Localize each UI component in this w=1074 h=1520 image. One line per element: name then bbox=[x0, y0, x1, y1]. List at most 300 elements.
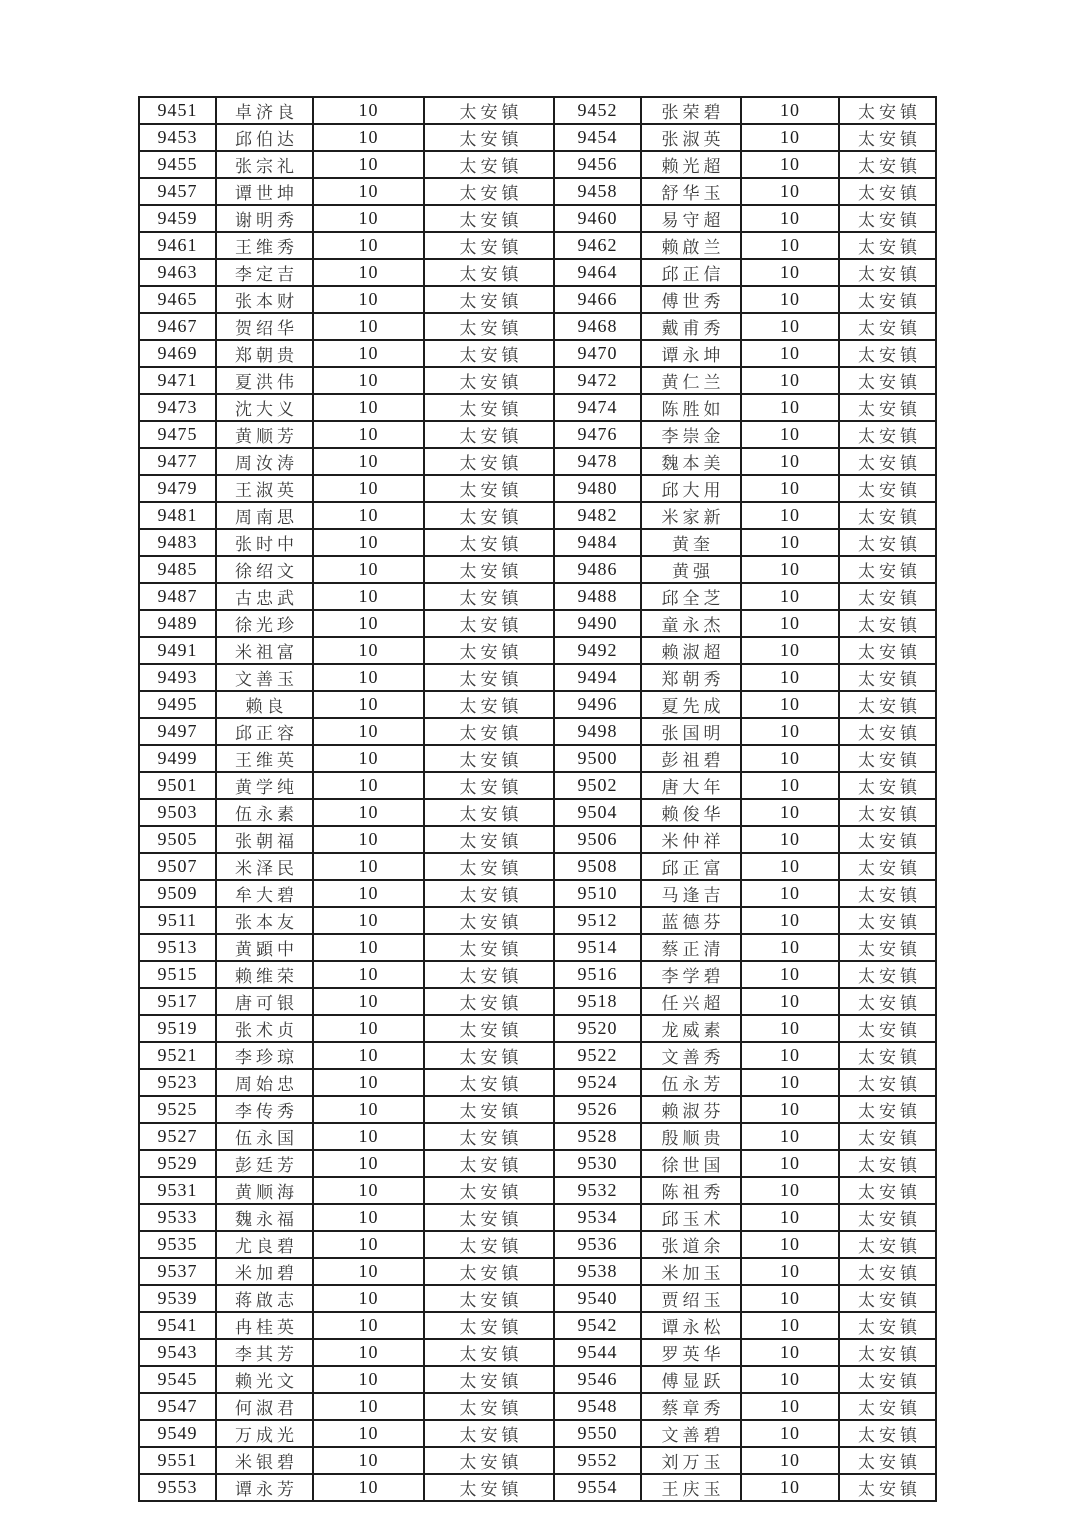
serial-cell: 9468 bbox=[554, 313, 641, 340]
town-cell: 太安镇 bbox=[424, 556, 554, 583]
town-cell: 太安镇 bbox=[839, 1420, 936, 1447]
serial-cell: 9540 bbox=[554, 1285, 641, 1312]
serial-cell: 9522 bbox=[554, 1042, 641, 1069]
name-cell: 黄顕中 bbox=[216, 934, 313, 961]
town-cell: 太安镇 bbox=[424, 610, 554, 637]
table-row bbox=[139, 1447, 936, 1474]
town-cell: 太安镇 bbox=[839, 718, 936, 745]
town-cell: 太安镇 bbox=[839, 664, 936, 691]
amount-cell: 10 bbox=[741, 475, 839, 502]
amount-cell: 10 bbox=[741, 1420, 839, 1447]
name-cell: 魏本美 bbox=[641, 448, 741, 475]
town-cell: 太安镇 bbox=[424, 1447, 554, 1474]
amount-cell: 10 bbox=[313, 1285, 424, 1312]
serial-cell: 9484 bbox=[554, 529, 641, 556]
table-row bbox=[139, 826, 936, 853]
amount-cell: 10 bbox=[313, 1069, 424, 1096]
amount-cell: 10 bbox=[313, 1366, 424, 1393]
serial-cell: 9469 bbox=[139, 340, 216, 367]
table-row bbox=[139, 232, 936, 259]
amount-cell: 10 bbox=[741, 502, 839, 529]
serial-cell: 9489 bbox=[139, 610, 216, 637]
serial-cell: 9553 bbox=[139, 1474, 216, 1501]
table-row bbox=[139, 1231, 936, 1258]
serial-cell: 9514 bbox=[554, 934, 641, 961]
amount-cell: 10 bbox=[741, 907, 839, 934]
serial-cell: 9462 bbox=[554, 232, 641, 259]
serial-cell: 9545 bbox=[139, 1366, 216, 1393]
amount-cell: 10 bbox=[741, 691, 839, 718]
amount-cell: 10 bbox=[741, 259, 839, 286]
serial-cell: 9509 bbox=[139, 880, 216, 907]
serial-cell: 9528 bbox=[554, 1123, 641, 1150]
town-cell: 太安镇 bbox=[839, 529, 936, 556]
name-cell: 赖维荣 bbox=[216, 961, 313, 988]
town-cell: 太安镇 bbox=[839, 1042, 936, 1069]
amount-cell: 10 bbox=[313, 475, 424, 502]
town-cell: 太安镇 bbox=[424, 205, 554, 232]
town-cell: 太安镇 bbox=[839, 259, 936, 286]
amount-cell: 10 bbox=[313, 664, 424, 691]
serial-cell: 9538 bbox=[554, 1258, 641, 1285]
amount-cell: 10 bbox=[313, 286, 424, 313]
serial-cell: 9498 bbox=[554, 718, 641, 745]
amount-cell: 10 bbox=[313, 421, 424, 448]
town-cell: 太安镇 bbox=[839, 988, 936, 1015]
table-row bbox=[139, 691, 936, 718]
table-row bbox=[139, 1015, 936, 1042]
amount-cell: 10 bbox=[741, 934, 839, 961]
amount-cell: 10 bbox=[741, 772, 839, 799]
serial-cell: 9502 bbox=[554, 772, 641, 799]
serial-cell: 9549 bbox=[139, 1420, 216, 1447]
name-cell: 黄学纯 bbox=[216, 772, 313, 799]
amount-cell: 10 bbox=[741, 583, 839, 610]
town-cell: 太安镇 bbox=[424, 907, 554, 934]
town-cell: 太安镇 bbox=[424, 988, 554, 1015]
amount-cell: 10 bbox=[313, 637, 424, 664]
amount-cell: 10 bbox=[741, 637, 839, 664]
name-cell: 邱全芝 bbox=[641, 583, 741, 610]
name-cell: 邱正信 bbox=[641, 259, 741, 286]
table-row bbox=[139, 1285, 936, 1312]
town-cell: 太安镇 bbox=[424, 1366, 554, 1393]
town-cell: 太安镇 bbox=[424, 1231, 554, 1258]
town-cell: 太安镇 bbox=[839, 205, 936, 232]
amount-cell: 10 bbox=[313, 394, 424, 421]
name-cell: 张术贞 bbox=[216, 1015, 313, 1042]
town-cell: 太安镇 bbox=[424, 367, 554, 394]
town-cell: 太安镇 bbox=[424, 124, 554, 151]
town-cell: 太安镇 bbox=[424, 1150, 554, 1177]
serial-cell: 9455 bbox=[139, 151, 216, 178]
amount-cell: 10 bbox=[741, 1285, 839, 1312]
town-cell: 太安镇 bbox=[424, 718, 554, 745]
amount-cell: 10 bbox=[313, 340, 424, 367]
table-row bbox=[139, 583, 936, 610]
serial-cell: 9515 bbox=[139, 961, 216, 988]
serial-cell: 9542 bbox=[554, 1312, 641, 1339]
town-cell: 太安镇 bbox=[839, 961, 936, 988]
amount-cell: 10 bbox=[313, 826, 424, 853]
table-row bbox=[139, 394, 936, 421]
name-cell: 殷顺贵 bbox=[641, 1123, 741, 1150]
amount-cell: 10 bbox=[741, 718, 839, 745]
name-cell: 舒华玉 bbox=[641, 178, 741, 205]
name-cell: 牟大碧 bbox=[216, 880, 313, 907]
town-cell: 太安镇 bbox=[839, 853, 936, 880]
name-cell: 任兴超 bbox=[641, 988, 741, 1015]
name-cell: 张时中 bbox=[216, 529, 313, 556]
town-cell: 太安镇 bbox=[424, 1204, 554, 1231]
table-row bbox=[139, 1339, 936, 1366]
town-cell: 太安镇 bbox=[839, 826, 936, 853]
table-row bbox=[139, 1042, 936, 1069]
town-cell: 太安镇 bbox=[839, 772, 936, 799]
amount-cell: 10 bbox=[313, 799, 424, 826]
table-row bbox=[139, 718, 936, 745]
serial-cell: 9541 bbox=[139, 1312, 216, 1339]
amount-cell: 10 bbox=[741, 988, 839, 1015]
name-cell: 戴甫秀 bbox=[641, 313, 741, 340]
serial-cell: 9474 bbox=[554, 394, 641, 421]
serial-cell: 9486 bbox=[554, 556, 641, 583]
table-row bbox=[139, 1258, 936, 1285]
amount-cell: 10 bbox=[741, 313, 839, 340]
serial-cell: 9518 bbox=[554, 988, 641, 1015]
amount-cell: 10 bbox=[313, 1177, 424, 1204]
table-row bbox=[139, 1393, 936, 1420]
serial-cell: 9480 bbox=[554, 475, 641, 502]
town-cell: 太安镇 bbox=[839, 556, 936, 583]
name-cell: 黄顺芳 bbox=[216, 421, 313, 448]
name-cell: 赖光超 bbox=[641, 151, 741, 178]
serial-cell: 9546 bbox=[554, 1366, 641, 1393]
serial-cell: 9460 bbox=[554, 205, 641, 232]
serial-cell: 9463 bbox=[139, 259, 216, 286]
table-row bbox=[139, 124, 936, 151]
serial-cell: 9516 bbox=[554, 961, 641, 988]
town-cell: 太安镇 bbox=[839, 151, 936, 178]
amount-cell: 10 bbox=[741, 664, 839, 691]
serial-cell: 9466 bbox=[554, 286, 641, 313]
town-cell: 太安镇 bbox=[839, 502, 936, 529]
town-cell: 太安镇 bbox=[839, 1096, 936, 1123]
serial-cell: 9552 bbox=[554, 1447, 641, 1474]
table-row bbox=[139, 1312, 936, 1339]
name-cell: 邱玉术 bbox=[641, 1204, 741, 1231]
town-cell: 太安镇 bbox=[839, 178, 936, 205]
serial-cell: 9458 bbox=[554, 178, 641, 205]
serial-cell: 9493 bbox=[139, 664, 216, 691]
table-row bbox=[139, 1177, 936, 1204]
amount-cell: 10 bbox=[313, 961, 424, 988]
name-cell: 魏永福 bbox=[216, 1204, 313, 1231]
amount-cell: 10 bbox=[313, 1312, 424, 1339]
serial-cell: 9551 bbox=[139, 1447, 216, 1474]
serial-cell: 9465 bbox=[139, 286, 216, 313]
town-cell: 太安镇 bbox=[839, 1204, 936, 1231]
table-row bbox=[139, 799, 936, 826]
serial-cell: 9554 bbox=[554, 1474, 641, 1501]
amount-cell: 10 bbox=[313, 988, 424, 1015]
name-cell: 米仲祥 bbox=[641, 826, 741, 853]
town-cell: 太安镇 bbox=[839, 232, 936, 259]
serial-cell: 9497 bbox=[139, 718, 216, 745]
town-cell: 太安镇 bbox=[839, 1447, 936, 1474]
name-cell: 蔡章秀 bbox=[641, 1393, 741, 1420]
name-cell: 罗英华 bbox=[641, 1339, 741, 1366]
serial-cell: 9470 bbox=[554, 340, 641, 367]
name-cell: 古忠武 bbox=[216, 583, 313, 610]
name-cell: 卓济良 bbox=[216, 97, 313, 124]
table-row bbox=[139, 664, 936, 691]
serial-cell: 9539 bbox=[139, 1285, 216, 1312]
name-cell: 夏先成 bbox=[641, 691, 741, 718]
serial-cell: 9501 bbox=[139, 772, 216, 799]
amount-cell: 10 bbox=[313, 691, 424, 718]
serial-cell: 9467 bbox=[139, 313, 216, 340]
town-cell: 太安镇 bbox=[839, 340, 936, 367]
table-row bbox=[139, 475, 936, 502]
table-row bbox=[139, 907, 936, 934]
amount-cell: 10 bbox=[741, 1393, 839, 1420]
serial-cell: 9519 bbox=[139, 1015, 216, 1042]
amount-cell: 10 bbox=[313, 907, 424, 934]
town-cell: 太安镇 bbox=[839, 367, 936, 394]
name-cell: 谭世坤 bbox=[216, 178, 313, 205]
name-cell: 张淑英 bbox=[641, 124, 741, 151]
name-cell: 李定吉 bbox=[216, 259, 313, 286]
town-cell: 太安镇 bbox=[424, 880, 554, 907]
town-cell: 太安镇 bbox=[839, 610, 936, 637]
town-cell: 太安镇 bbox=[839, 907, 936, 934]
serial-cell: 9533 bbox=[139, 1204, 216, 1231]
serial-cell: 9534 bbox=[554, 1204, 641, 1231]
name-cell: 周南思 bbox=[216, 502, 313, 529]
name-cell: 赖淑芬 bbox=[641, 1096, 741, 1123]
table-row bbox=[139, 1366, 936, 1393]
table-row bbox=[139, 637, 936, 664]
name-cell: 邱正富 bbox=[641, 853, 741, 880]
serial-cell: 9523 bbox=[139, 1069, 216, 1096]
name-cell: 彭祖碧 bbox=[641, 745, 741, 772]
name-cell: 文善碧 bbox=[641, 1420, 741, 1447]
serial-cell: 9456 bbox=[554, 151, 641, 178]
serial-cell: 9495 bbox=[139, 691, 216, 718]
amount-cell: 10 bbox=[741, 394, 839, 421]
name-cell: 唐大年 bbox=[641, 772, 741, 799]
town-cell: 太安镇 bbox=[839, 1123, 936, 1150]
amount-cell: 10 bbox=[741, 340, 839, 367]
town-cell: 太安镇 bbox=[424, 1042, 554, 1069]
amount-cell: 10 bbox=[741, 556, 839, 583]
name-cell: 周始忠 bbox=[216, 1069, 313, 1096]
name-cell: 谢明秀 bbox=[216, 205, 313, 232]
name-cell: 蒋啟志 bbox=[216, 1285, 313, 1312]
town-cell: 太安镇 bbox=[424, 1015, 554, 1042]
amount-cell: 10 bbox=[313, 124, 424, 151]
serial-cell: 9547 bbox=[139, 1393, 216, 1420]
name-cell: 赖良 bbox=[216, 691, 313, 718]
table-row bbox=[139, 205, 936, 232]
serial-cell: 9491 bbox=[139, 637, 216, 664]
serial-cell: 9471 bbox=[139, 367, 216, 394]
name-cell: 黄强 bbox=[641, 556, 741, 583]
table-row bbox=[139, 1474, 936, 1501]
name-cell: 张本财 bbox=[216, 286, 313, 313]
table-row bbox=[139, 988, 936, 1015]
serial-cell: 9473 bbox=[139, 394, 216, 421]
serial-cell: 9478 bbox=[554, 448, 641, 475]
amount-cell: 10 bbox=[313, 529, 424, 556]
name-cell: 尤良碧 bbox=[216, 1231, 313, 1258]
serial-cell: 9464 bbox=[554, 259, 641, 286]
name-cell: 张宗礼 bbox=[216, 151, 313, 178]
serial-cell: 9488 bbox=[554, 583, 641, 610]
town-cell: 太安镇 bbox=[839, 934, 936, 961]
amount-cell: 10 bbox=[313, 1015, 424, 1042]
name-cell: 贺绍华 bbox=[216, 313, 313, 340]
serial-cell: 9532 bbox=[554, 1177, 641, 1204]
amount-cell: 10 bbox=[741, 961, 839, 988]
amount-cell: 10 bbox=[313, 502, 424, 529]
name-cell: 陈祖秀 bbox=[641, 1177, 741, 1204]
serial-cell: 9481 bbox=[139, 502, 216, 529]
serial-cell: 9485 bbox=[139, 556, 216, 583]
serial-cell: 9500 bbox=[554, 745, 641, 772]
name-cell: 文善玉 bbox=[216, 664, 313, 691]
amount-cell: 10 bbox=[741, 1339, 839, 1366]
table-row bbox=[139, 853, 936, 880]
town-cell: 太安镇 bbox=[839, 1312, 936, 1339]
serial-cell: 9453 bbox=[139, 124, 216, 151]
name-cell: 陈胜如 bbox=[641, 394, 741, 421]
serial-cell: 9461 bbox=[139, 232, 216, 259]
amount-cell: 10 bbox=[741, 880, 839, 907]
name-cell: 王维秀 bbox=[216, 232, 313, 259]
name-cell: 蔡正清 bbox=[641, 934, 741, 961]
town-cell: 太安镇 bbox=[424, 1123, 554, 1150]
amount-cell: 10 bbox=[741, 1447, 839, 1474]
town-cell: 太安镇 bbox=[424, 529, 554, 556]
table-row bbox=[139, 286, 936, 313]
serial-cell: 9543 bbox=[139, 1339, 216, 1366]
serial-cell: 9531 bbox=[139, 1177, 216, 1204]
town-cell: 太安镇 bbox=[424, 232, 554, 259]
serial-cell: 9490 bbox=[554, 610, 641, 637]
amount-cell: 10 bbox=[313, 178, 424, 205]
name-cell: 谭永松 bbox=[641, 1312, 741, 1339]
town-cell: 太安镇 bbox=[839, 1366, 936, 1393]
amount-cell: 10 bbox=[313, 718, 424, 745]
name-cell: 米家新 bbox=[641, 502, 741, 529]
town-cell: 太安镇 bbox=[424, 961, 554, 988]
town-cell: 太安镇 bbox=[839, 1339, 936, 1366]
amount-cell: 10 bbox=[313, 934, 424, 961]
town-cell: 太安镇 bbox=[424, 1474, 554, 1501]
name-cell: 李学碧 bbox=[641, 961, 741, 988]
amount-cell: 10 bbox=[313, 448, 424, 475]
serial-cell: 9537 bbox=[139, 1258, 216, 1285]
table-row bbox=[139, 1096, 936, 1123]
name-cell: 徐绍文 bbox=[216, 556, 313, 583]
name-cell: 郑朝贵 bbox=[216, 340, 313, 367]
name-cell: 何淑君 bbox=[216, 1393, 313, 1420]
town-cell: 太安镇 bbox=[424, 340, 554, 367]
serial-cell: 9459 bbox=[139, 205, 216, 232]
name-cell: 张道余 bbox=[641, 1231, 741, 1258]
name-cell: 米加玉 bbox=[641, 1258, 741, 1285]
serial-cell: 9487 bbox=[139, 583, 216, 610]
amount-cell: 10 bbox=[741, 826, 839, 853]
amount-cell: 10 bbox=[313, 151, 424, 178]
serial-cell: 9452 bbox=[554, 97, 641, 124]
table-row bbox=[139, 1069, 936, 1096]
serial-cell: 9457 bbox=[139, 178, 216, 205]
name-cell: 米祖富 bbox=[216, 637, 313, 664]
table-row bbox=[139, 178, 936, 205]
table-row bbox=[139, 448, 936, 475]
town-cell: 太安镇 bbox=[839, 1393, 936, 1420]
serial-cell: 9550 bbox=[554, 1420, 641, 1447]
amount-cell: 10 bbox=[741, 1204, 839, 1231]
town-cell: 太安镇 bbox=[839, 691, 936, 718]
name-cell: 郑朝秀 bbox=[641, 664, 741, 691]
town-cell: 太安镇 bbox=[839, 394, 936, 421]
table-row bbox=[139, 313, 936, 340]
town-cell: 太安镇 bbox=[424, 1096, 554, 1123]
name-cell: 邱大用 bbox=[641, 475, 741, 502]
town-cell: 太安镇 bbox=[839, 1474, 936, 1501]
amount-cell: 10 bbox=[313, 1474, 424, 1501]
amount-cell: 10 bbox=[741, 610, 839, 637]
serial-cell: 9504 bbox=[554, 799, 641, 826]
serial-cell: 9483 bbox=[139, 529, 216, 556]
amount-cell: 10 bbox=[741, 448, 839, 475]
name-cell: 赖俊华 bbox=[641, 799, 741, 826]
name-cell: 李崇金 bbox=[641, 421, 741, 448]
serial-cell: 9510 bbox=[554, 880, 641, 907]
serial-cell: 9524 bbox=[554, 1069, 641, 1096]
name-cell: 李传秀 bbox=[216, 1096, 313, 1123]
name-cell: 马逢吉 bbox=[641, 880, 741, 907]
town-cell: 太安镇 bbox=[839, 745, 936, 772]
serial-cell: 9548 bbox=[554, 1393, 641, 1420]
town-cell: 太安镇 bbox=[424, 502, 554, 529]
amount-cell: 10 bbox=[313, 772, 424, 799]
name-cell: 王淑英 bbox=[216, 475, 313, 502]
serial-cell: 9499 bbox=[139, 745, 216, 772]
town-cell: 太安镇 bbox=[424, 97, 554, 124]
amount-cell: 10 bbox=[741, 745, 839, 772]
town-cell: 太安镇 bbox=[424, 1420, 554, 1447]
name-cell: 黄奎 bbox=[641, 529, 741, 556]
name-cell: 冉桂英 bbox=[216, 1312, 313, 1339]
town-cell: 太安镇 bbox=[424, 772, 554, 799]
table-row bbox=[139, 97, 936, 124]
amount-cell: 10 bbox=[313, 259, 424, 286]
amount-cell: 10 bbox=[741, 529, 839, 556]
town-cell: 太安镇 bbox=[839, 799, 936, 826]
serial-cell: 9477 bbox=[139, 448, 216, 475]
name-cell: 王维英 bbox=[216, 745, 313, 772]
serial-cell: 9536 bbox=[554, 1231, 641, 1258]
table-row bbox=[139, 421, 936, 448]
serial-cell: 9503 bbox=[139, 799, 216, 826]
name-cell: 伍永芳 bbox=[641, 1069, 741, 1096]
amount-cell: 10 bbox=[313, 1447, 424, 1474]
